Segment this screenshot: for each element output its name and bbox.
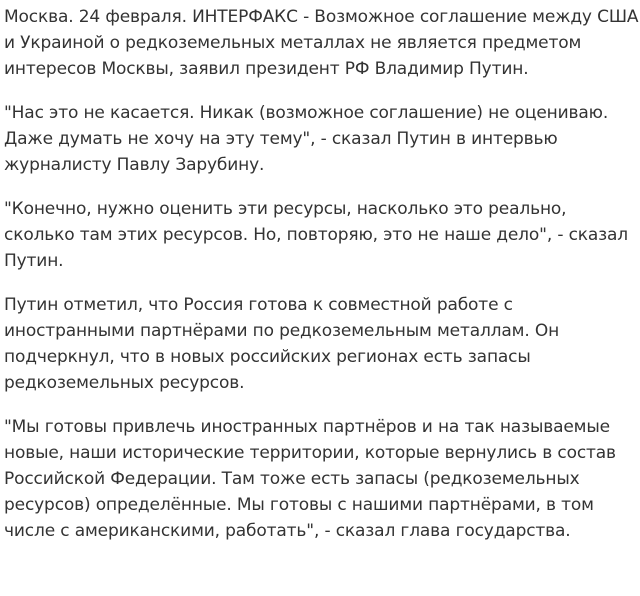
article-paragraph-quote-3: "Мы готовы привлечь иностранных партнёров и на так называемые новые, наши исторические территории, которые вернулись в состав Российской Федерации. Там тоже есть запасы (редкоземельных ресурсов) определённые. Мы готовы с нашими партнёрами, в том числе с американскими, работать", - сказал глава государства. (4, 417, 616, 541)
article-paragraph-quote-1: "Нас это не касается. Никак (возможное соглашение) не оцениваю. Даже думать не хочу на эту тему", - сказал Путин в интервью журналисту Павлу Зарубину. (4, 103, 609, 175)
article-paragraph-quote-2: "Конечно, нужно оценить эти ресурсы, насколько это реально, сколько там этих ресурсов. Но, повторяю, это не наше дело", - сказал Путин. (4, 199, 629, 271)
article-paragraph-summary: Путин отметил, что Россия готова к совместной работе с иностранными партнёрами по редкоземельным металлам. Он подчеркнул, что в новых российских регионах есть запасы редкоземельных ресурсов. (4, 295, 560, 393)
article-paragraph-lead: Москва. 24 февраля. ИНТЕРФАКС - Возможное соглашение между США и Украиной о редкоземельных металлах не является предметом интересов Москвы, заявил президент РФ Владимир Путин. (4, 7, 639, 79)
